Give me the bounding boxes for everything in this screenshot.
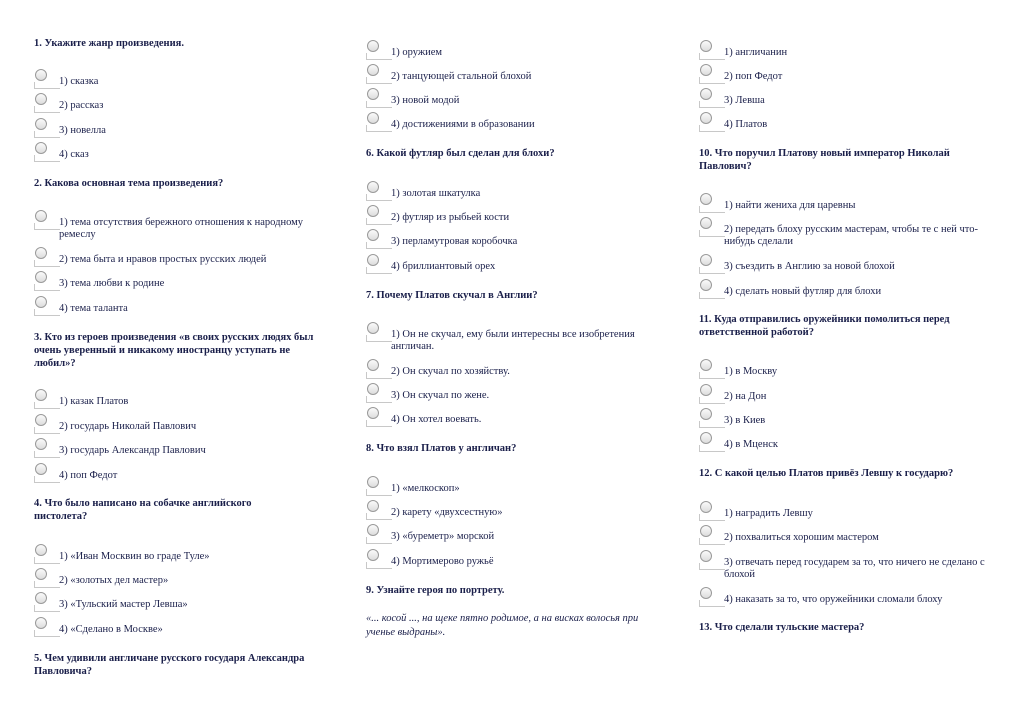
option-label: 2) танцующей стальной блохой [391, 71, 532, 82]
portrait-quote: «... косой ..., на щеке пятно родимое, а на висках волосья при ученье выдраны». [366, 613, 639, 638]
question-8 [366, 442, 666, 455]
radio-button[interactable] [700, 432, 712, 444]
option-q10-3[interactable] [699, 261, 1024, 273]
radio-button[interactable] [35, 142, 47, 154]
question-11 [699, 313, 974, 339]
option-label: 2) похвалиться хорошим мастером [724, 532, 879, 543]
option-q12-1[interactable] [699, 508, 1024, 520]
radio-button[interactable] [367, 524, 379, 536]
radio-button[interactable] [35, 69, 47, 81]
option-q9-3[interactable] [699, 95, 1024, 107]
option-q7-2[interactable] [366, 366, 691, 378]
radio-button[interactable] [367, 549, 379, 561]
option-label: 1) Он не скучал, ему были интересны все изобретения англичан. [391, 329, 635, 352]
radio-button[interactable] [367, 40, 379, 52]
radio-button[interactable] [35, 617, 47, 629]
option-label: 2) карету «двухсестную» [391, 507, 503, 518]
question-4 [34, 497, 284, 523]
option-label: 2) рассказ [59, 100, 104, 111]
option-q1-1[interactable] [34, 76, 359, 88]
option-q2-3[interactable] [34, 278, 359, 290]
radio-button[interactable] [35, 592, 47, 604]
option-label: 1) «мелкоскоп» [391, 483, 460, 494]
radio-button[interactable] [35, 463, 47, 475]
radio-button[interactable] [700, 408, 712, 420]
option-label: 4) в Мценск [724, 439, 778, 450]
option-q12-3[interactable] [699, 557, 994, 581]
option-label: 3) перламутровая коробочка [391, 236, 518, 247]
question-13 [699, 621, 999, 634]
option-label: 2) «золотых дел мастер» [59, 575, 169, 586]
option-q10-4[interactable] [699, 286, 1024, 298]
option-q9-2[interactable] [699, 71, 1024, 83]
option-q4-1[interactable] [34, 551, 359, 563]
option-q1-2[interactable] [34, 100, 359, 112]
option-q4-4[interactable] [34, 624, 359, 636]
option-label: 3) новой модой [391, 95, 460, 106]
radio-button[interactable] [35, 247, 47, 259]
question-title: 11. Куда отправились оружейники помолиться перед ответственной работой? [699, 314, 950, 338]
option-label: 4) сказ [59, 149, 89, 160]
radio-button[interactable] [35, 210, 47, 222]
option-label: 4) Платов [724, 119, 768, 130]
option-q5-2[interactable] [366, 71, 691, 83]
question-5 [34, 652, 329, 678]
question-title: 7. Почему Платов скучал в Англии? [366, 290, 538, 301]
option-label: 4) Он хотел воевать. [391, 414, 482, 425]
option-label: 1) тема отсутствия бережного отношения к народному ремеслу [59, 217, 304, 240]
option-label: 1) сказка [59, 76, 99, 87]
option-label: 1) оружием [391, 47, 443, 58]
option-q9-1[interactable] [699, 47, 1024, 59]
option-label: 2) футляр из рыбьей кости [391, 212, 510, 223]
option-q3-4[interactable] [34, 470, 359, 482]
option-q7-1[interactable] [366, 329, 661, 353]
question-title: 9. Узнайте героя по портрету. [366, 585, 505, 596]
option-q1-4[interactable] [34, 149, 359, 161]
option-q3-3[interactable] [34, 445, 359, 457]
question-12 [699, 467, 999, 480]
radio-button[interactable] [367, 112, 379, 124]
option-label: 4) достижениями в образовании [391, 119, 535, 130]
option-q9-4[interactable] [699, 119, 1024, 131]
option-label: 3) съездить в Англию за новой блохой [724, 261, 895, 272]
radio-button[interactable] [700, 254, 712, 266]
question-title: 4. Что было написано на собачке английского пистолета? [34, 498, 252, 522]
radio-button[interactable] [700, 40, 712, 52]
radio-button[interactable] [35, 118, 47, 130]
radio-button[interactable] [700, 550, 712, 562]
option-q10-2[interactable] [699, 224, 1004, 248]
radio-button[interactable] [367, 383, 379, 395]
radio-button[interactable] [35, 544, 47, 556]
radio-button[interactable] [367, 229, 379, 241]
question-7 [366, 289, 666, 302]
option-q5-1[interactable] [366, 47, 691, 59]
option-label: 3) государь Александр Павлович [59, 445, 206, 456]
question-title: 10. Что поручил Платову новый император Николай Павлович? [699, 148, 950, 172]
option-label: 2) поп Федот [724, 71, 783, 82]
option-label: 1) наградить Левшу [724, 508, 813, 519]
radio-button[interactable] [367, 476, 379, 488]
question-2 [34, 177, 334, 190]
radio-button[interactable] [367, 181, 379, 193]
option-q12-2[interactable] [699, 532, 1024, 544]
option-q5-3[interactable] [366, 95, 691, 107]
option-q12-4[interactable] [699, 594, 1024, 606]
question-title: 2. Какова основная тема произведения? [34, 178, 224, 189]
option-label: 2) передать блоху русским мастерам, чтобы те с ней что-нибудь сделали [724, 224, 978, 247]
radio-button[interactable] [700, 501, 712, 513]
question-title: 8. Что взял Платов у англичан? [366, 443, 517, 454]
option-label: 3) «Тульский мастер Левша» [59, 599, 188, 610]
option-label: 3) тема любви к родине [59, 278, 165, 289]
option-q6-2[interactable] [366, 212, 691, 224]
question-6 [366, 147, 666, 160]
option-label: 3) Левша [724, 95, 765, 106]
radio-button[interactable] [367, 322, 379, 334]
radio-button[interactable] [367, 205, 379, 217]
question-1 [34, 37, 334, 50]
radio-button[interactable] [700, 525, 712, 537]
option-q7-4[interactable] [366, 414, 691, 426]
radio-button[interactable] [700, 88, 712, 100]
radio-button[interactable] [367, 254, 379, 266]
question-title: 6. Какой футляр был сделан для блохи? [366, 148, 555, 159]
option-label: 3) Он скучал по жене. [391, 390, 490, 401]
radio-button[interactable] [35, 568, 47, 580]
option-label: 3) в Киев [724, 415, 766, 426]
option-q8-4[interactable] [366, 556, 691, 568]
option-label: 2) Он скучал по хозяйству. [391, 366, 510, 377]
radio-button[interactable] [700, 193, 712, 205]
radio-button[interactable] [700, 587, 712, 599]
option-q1-3[interactable] [34, 125, 359, 137]
option-label: 3) новелла [59, 125, 106, 136]
radio-button[interactable] [35, 389, 47, 401]
question-9 [366, 584, 666, 597]
option-q4-3[interactable] [34, 599, 359, 611]
option-q5-4[interactable] [366, 119, 691, 131]
option-label: 1) найти жениха для царевны [724, 200, 856, 211]
radio-button[interactable] [700, 359, 712, 371]
option-q8-3[interactable] [366, 531, 691, 543]
option-label: 4) сделать новый футляр для блохи [724, 286, 882, 297]
option-q6-4[interactable] [366, 261, 691, 273]
radio-button[interactable] [700, 384, 712, 396]
question-title: 13. Что сделали тульские мастера? [699, 622, 865, 633]
option-q11-3[interactable] [699, 415, 1024, 427]
radio-button[interactable] [367, 88, 379, 100]
option-q10-1[interactable] [699, 200, 1024, 212]
option-q8-1[interactable] [366, 483, 691, 495]
question-10 [699, 147, 974, 173]
radio-button[interactable] [700, 64, 712, 76]
option-label: 3) отвечать перед государем за то, что ничего не сделано с блохой [724, 557, 985, 580]
option-q11-2[interactable] [699, 391, 1024, 403]
radio-button[interactable] [700, 217, 712, 229]
radio-button[interactable] [367, 359, 379, 371]
option-label: 1) в Москву [724, 366, 778, 377]
question-title: 5. Чем удивили англичане русского государя Александра Павловича? [34, 653, 305, 677]
radio-button[interactable] [35, 93, 47, 105]
question-title: 1. Укажите жанр произведения. [34, 38, 184, 49]
option-label: 4) наказать за то, что оружейники сломали блоху [724, 594, 943, 605]
radio-button[interactable] [700, 112, 712, 124]
option-label: 3) «буреметр» морской [391, 531, 495, 542]
option-q11-1[interactable] [699, 366, 1024, 378]
option-label: 4) Мортимерово ружьё [391, 556, 494, 567]
question-3 [34, 331, 319, 370]
option-q6-1[interactable] [366, 188, 691, 200]
option-label: 4) тема таланта [59, 303, 128, 314]
question-title: 3. Кто из героев произведения «в своих русских людях был очень уверенный и никакому иностранцу уступать не любил»? [34, 332, 314, 369]
option-label: 1) казак Платов [59, 396, 129, 407]
option-label: 4) «Сделано в Москве» [59, 624, 163, 635]
option-q6-3[interactable] [366, 236, 691, 248]
radio-button[interactable] [700, 279, 712, 291]
radio-button[interactable] [367, 407, 379, 419]
option-q11-4[interactable] [699, 439, 1024, 451]
option-label: 1) золотая шкатулка [391, 188, 481, 199]
radio-button[interactable] [35, 271, 47, 283]
radio-button[interactable] [367, 500, 379, 512]
option-q2-4[interactable] [34, 303, 359, 315]
radio-button[interactable] [35, 414, 47, 426]
radio-button[interactable] [367, 64, 379, 76]
question-title: 12. С какой целью Платов привёз Левшу к государю? [699, 468, 954, 479]
radio-button[interactable] [35, 438, 47, 450]
option-label: 4) бриллиантовый орех [391, 261, 496, 272]
option-label: 4) поп Федот [59, 470, 118, 481]
option-label: 1) англичанин [724, 47, 788, 58]
option-label: 2) государь Николай Павлович [59, 421, 197, 432]
option-q7-3[interactable] [366, 390, 691, 402]
radio-button[interactable] [35, 296, 47, 308]
option-label: 2) на Дон [724, 391, 767, 402]
option-q3-1[interactable] [34, 396, 359, 408]
option-q2-1[interactable] [34, 217, 329, 241]
option-q3-2[interactable] [34, 421, 359, 433]
option-label: 1) «Иван Москвин во граде Туле» [59, 551, 210, 562]
option-label: 2) тема быта и нравов простых русских людей [59, 254, 267, 265]
option-q4-2[interactable] [34, 575, 359, 587]
option-q8-2[interactable] [366, 507, 691, 519]
option-q2-2[interactable] [34, 254, 359, 266]
